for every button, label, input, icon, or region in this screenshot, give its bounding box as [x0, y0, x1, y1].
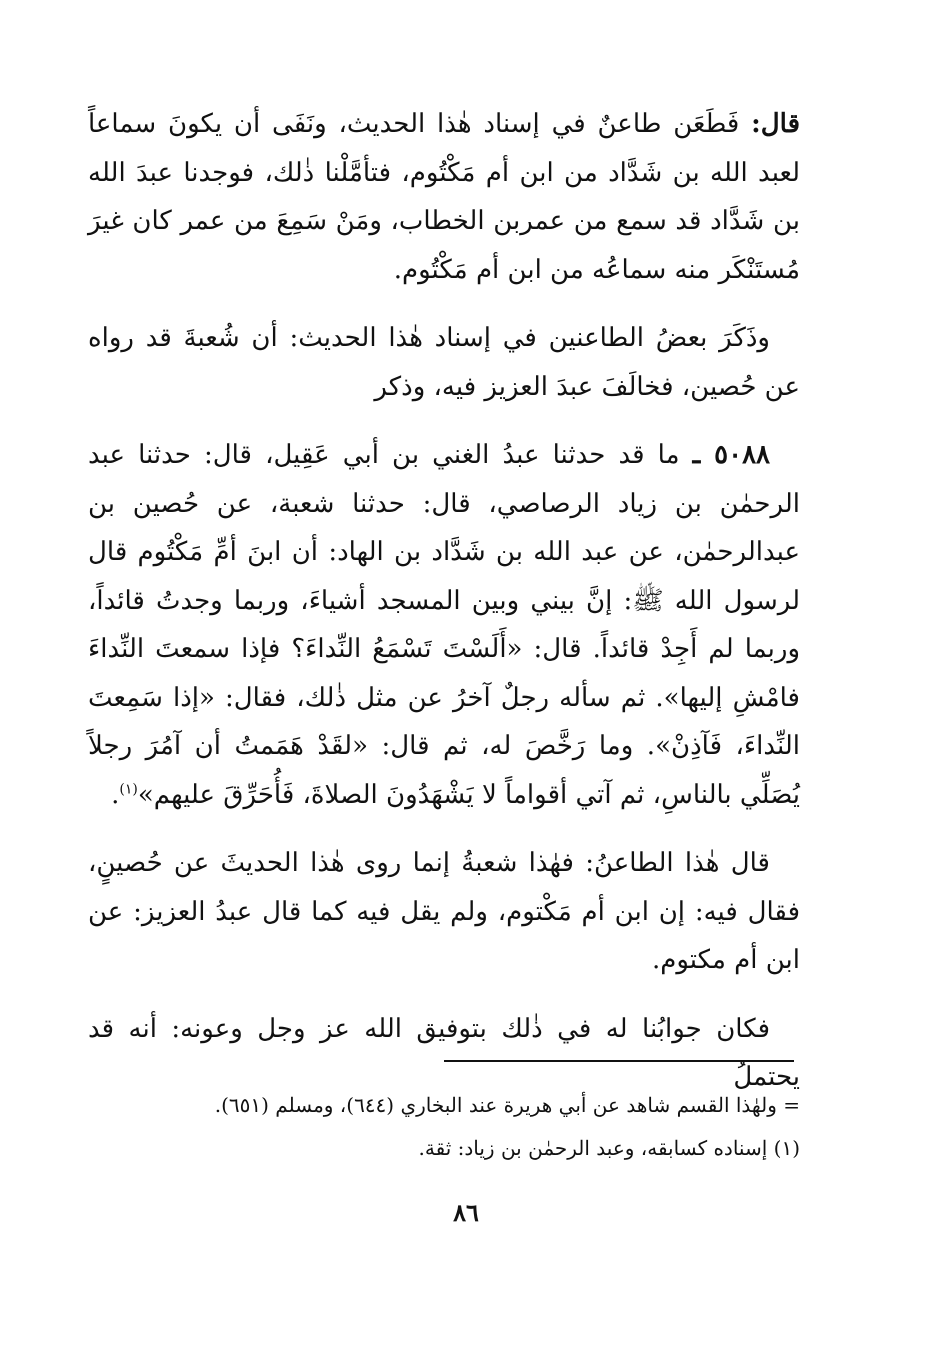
hadith-number: ٥٠٨٨ ـ	[692, 440, 770, 470]
paragraph-lead: قال:	[751, 109, 800, 139]
paragraph-text: قال هٰذا الطاعنُ: فهٰذا شعبةُ إنما روى هٰذا الحديثَ عن حُصينٍ، فقال فيه: إن ابن أم مَكْتوم، ولم يقل فيه كما قال عبدُ العزيز: عن ابن أم مكتوم.	[88, 848, 800, 975]
hadith-5088	[88, 431, 800, 819]
footnote-1: (١) إسناده كسابقه، وعبد الرحمٰن بن زياد: ثقة.	[418, 1136, 800, 1160]
paragraph-text: فَطَعَن طاعنٌ في إسناد هٰذا الحديث، ونَفَى أن يكونَ سماعاً لعبد الله بن شَدَّاد من ابن أم مَكْتُوم، فتأمَّلْنا ذٰلك، فوجدنا عبدَ الله بن شَدَّاد قد سمع من عمربن الخطاب، ومَنْ سَمِعَ من عمر كان غيرَ مُستَنْكَر منه سماعُه من ابن أم مَكْتُوم.	[88, 109, 800, 285]
paragraph-tail: .	[111, 779, 120, 810]
footnote-continuation: = ولهٰذا القسم شاهد عن أبي هريرة عند البخاري (٦٤٤)، ومسلم (٦٥١).	[214, 1093, 800, 1117]
paragraph-text: فكان جوابُنا له في ذٰلك بتوفيق الله عز وجل وعونه: أنه قد يحتملُ	[88, 1013, 800, 1092]
page-number: ٨٦	[453, 1198, 479, 1227]
paragraph-text: ما قد حدثنا عبدُ الغني بن أبي عَقِيل، قال: حدثنا عبد الرحمٰن بن زياد الرصاصي، قال: حدثنا شعبة، عن حُصين بن عبدالرحمٰن، عن عبد الله بن شَدَّاد بن الهاد: أن ابنَ أمِّ مَكْتُوم قال لرسول الله ﷺ: إنَّ بيني وبين المسجد أشياءَ، وربما وجدتُ قائداً، وربما لم أَجِدْ قائداً. قال: «أَلَسْتَ تَسْمَعُ النِّداءَ؟ فإذا سمعتَ النِّداءَ فامْشِ إليها». ثم سأله رجلٌ آخرُ عن مثل ذٰلك، فقال: «إذا سَمِعتَ النِّداءَ، فَآذِنْ». وما رَخَّصَ له، ثم قال: «لقَدْ هَمَمتُ أن آمُرَ رجلاً يُصَلِّي بالناسِ، ثم آتي أقواماً لا يَشْهَدُونَ الصلاةَ، فَأُحَرِّقَ عليهم»	[88, 440, 800, 810]
main-text	[88, 100, 800, 1122]
footnote-reference: (١)	[119, 780, 138, 797]
paragraph-text: وذَكَرَ بعضُ الطاعنين في إسناد هٰذا الحديث: أن شُعبةَ قد رواه عن حُصين، فخالَفَ عبدَ العزيز فيه، وذكر	[88, 323, 800, 402]
paragraph-1	[88, 100, 800, 294]
footnote-divider	[444, 1060, 794, 1062]
footnotes	[110, 1084, 800, 1170]
paragraph-2	[88, 314, 800, 411]
paragraph-4	[88, 839, 800, 985]
